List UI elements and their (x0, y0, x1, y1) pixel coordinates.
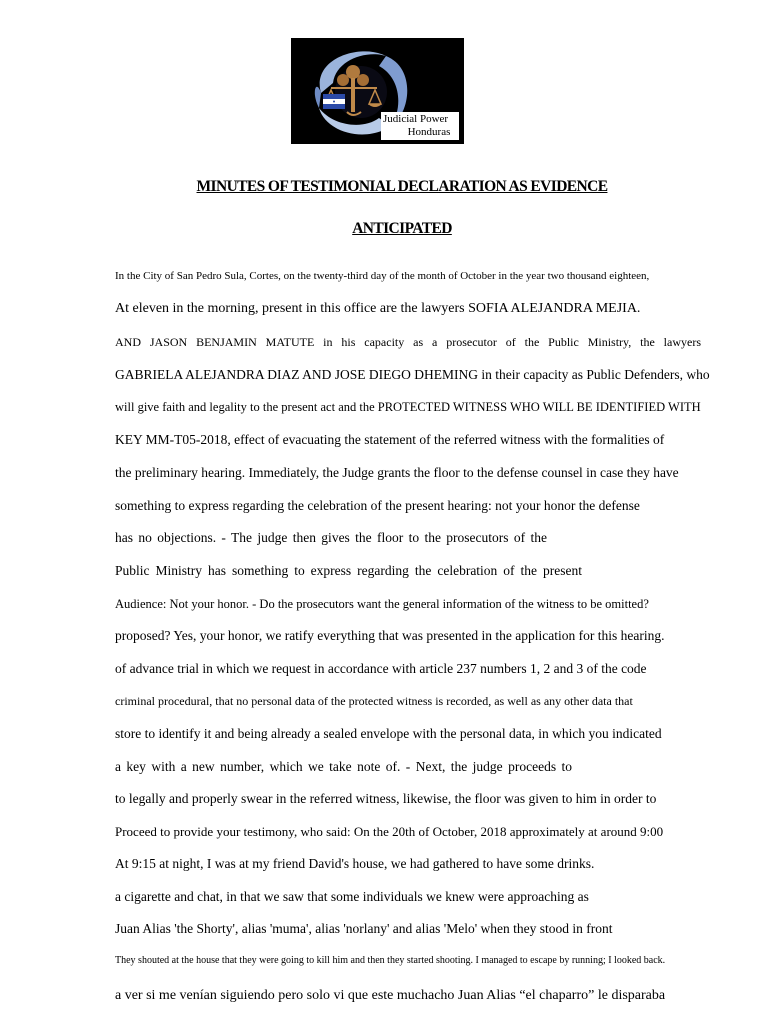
document-title (0, 178, 768, 196)
body-line: In the City of San Pedro Sula, Cortes, on the twenty-third day of the month of October in the year two thousand eighteen, (115, 270, 650, 282)
body-line: proposed? Yes, your honor, we ratify everything that was presented in the application for this hearing. (115, 628, 665, 643)
body-line: AND JASON BENJAMIN MATUTE in his capacity as a prosecutor of the Public Ministry, the lawyers (115, 335, 701, 349)
logo-caption (381, 112, 459, 140)
logo-caption-line1: Judicial Power (383, 113, 449, 125)
body-line: Public Ministry has something to express regarding the celebration of the present (115, 563, 582, 578)
body-line: KEY MM-T05-2018, effect of evacuating the statement of the referred witness with the formalities of (115, 432, 665, 447)
body-line: They shouted at the house that they were going to kill him and then they started shooting. I managed to escape by running; I looked back. (115, 955, 666, 966)
document-title-text: MINUTES OF TESTIMONIAL DECLARATION AS EVIDENCE (196, 178, 608, 195)
body-line: Audience: Not your honor. - Do the prosecutors want the general information of the witness to be omitted? (115, 597, 649, 611)
judicial-power-logo (291, 38, 464, 144)
body-line: criminal procedural, that no personal data of the protected witness is recorded, as well as any other data that (115, 694, 633, 708)
body-line: has no objections. - The judge then gives the floor to the prosecutors of the (115, 530, 547, 545)
body-line: GABRIELA ALEJANDRA DIAZ AND JOSE DIEGO DHEMING in their capacity as Public Defenders, who (115, 367, 710, 382)
logo-caption-line2: Honduras (407, 126, 451, 138)
body-line: a ver si me venían siguiendo pero solo vi que este muchacho Juan Alias “el chaparro” le disparaba (115, 988, 666, 1003)
body-line: At eleven in the morning, present in this office are the lawyers SOFIA ALEJANDRA MEJIA. (115, 301, 641, 316)
body-line: store to identify it and being already a sealed envelope with the personal data, in which you indicated (115, 726, 662, 741)
body-line: something to express regarding the celebration of the present hearing: not your honor the defense (115, 498, 640, 513)
body-line: a key with a new number, which we take note of. - Next, the judge proceeds to (115, 759, 572, 774)
body-line: Proceed to provide your testimony, who said: On the 20th of October, 2018 approximately at around 9:00 (115, 824, 664, 839)
body-line: of advance trial in which we request in accordance with article 237 numbers 1, 2 and 3 of the code (115, 661, 647, 676)
body-line: At 9:15 at night, I was at my friend David's house, we had gathered to have some drinks. (115, 856, 595, 871)
body-line: a cigarette and chat, in that we saw that some individuals we knew were approaching as (115, 889, 589, 904)
document-subtitle-text: ANTICIPATED (352, 220, 452, 237)
document-subtitle (0, 220, 768, 238)
body-line: Juan Alias 'the Shorty', alias 'muma', alias 'norlany' and alias 'Melo' when they stood in front (115, 921, 613, 936)
body-line: the preliminary hearing. Immediately, the Judge grants the floor to the defense counsel in case they have (115, 465, 679, 480)
body-line: will give faith and legality to the present act and the PROTECTED WITNESS WHO WILL BE IDENTIFIED WITH (115, 400, 701, 414)
body-line: to legally and properly swear in the referred witness, likewise, the floor was given to him in order to (115, 791, 657, 806)
